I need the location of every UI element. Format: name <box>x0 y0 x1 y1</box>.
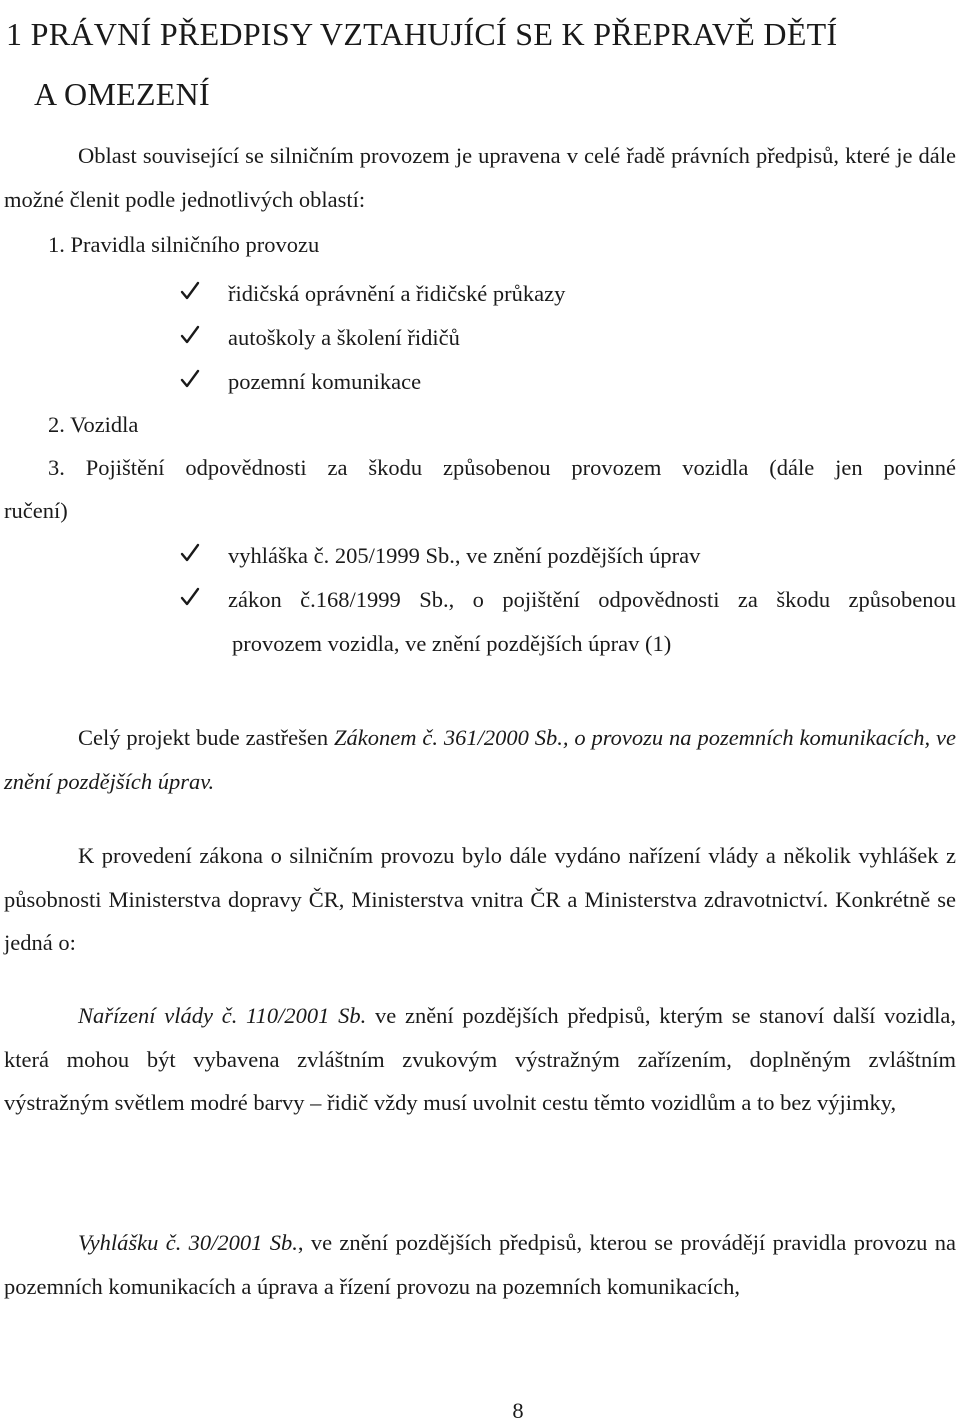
chapter-heading-line2: A OMEZENÍ <box>34 76 211 112</box>
subitem-driving-schools: autoškoly a školení řidičů <box>228 325 460 350</box>
checkmark-icon <box>180 281 200 301</box>
project-plain-text: Celý projekt bude zastřešen <box>78 725 334 750</box>
checkmark-icon <box>180 325 200 345</box>
list-item-3-continuation: ručení) <box>4 498 68 523</box>
subitem-act-168: zákon č.168/1999 Sb., o pojištění odpovědnosti za škodu způsobenou <box>228 587 956 612</box>
subitem-decree-205: vyhláška č. 205/1999 Sb., ve znění pozdějších úprav <box>228 543 701 568</box>
chapter-heading-line1: 1 PRÁVNÍ PŘEDPISY VZTAHUJÍCÍ SE K PŘEPRAVĚ DĚTÍ <box>6 16 838 52</box>
page-number: 8 <box>512 1398 524 1423</box>
checkmark-icon <box>180 543 200 563</box>
list-item-1: 1. Pravidla silničního provozu <box>48 232 320 257</box>
intro-paragraph: Oblast související se silničním provozem je upravena v celé řadě právních předpisů, které je dále možné členit podle jednotlivých oblastí: <box>4 143 956 212</box>
subitem-roads: pozemní komunikace <box>228 369 422 394</box>
project-law-reference: Zákonem č. 361/2000 Sb., o provozu na pozemních komunikacích, ve znění pozdějších úprav. <box>4 725 956 794</box>
decree-30-text: , ve znění pozdějších předpisů, kterou se provádějí pravidla provozu na pozemních komunikacích a úprava a řízení provozu na pozemních komunikacích, <box>4 1230 956 1299</box>
checkmark-icon <box>180 587 200 607</box>
regulation-110-text: ve znění pozdějších předpisů, kterým se stanoví další vozidla, která mohou být vybavena zvláštním zvukovým výstražným zařízením, doplněným zvláštním výstražným světlem modré barvy – řidič vždy musí uvolnit cestu těmto vozidlům a to bez výjimky, <box>4 1003 956 1115</box>
regulation-110-title: Nařízení vlády č. 110/2001 Sb. <box>78 1003 367 1028</box>
subitem-act-168-continuation: provozem vozidla, ve znění pozdějších úprav (1) <box>232 631 672 656</box>
decree-30-paragraph <box>4 1221 956 1308</box>
list-item-2: 2. Vozidla <box>48 412 139 437</box>
checkmark-icon <box>180 369 200 389</box>
implementation-paragraph: K provedení zákona o silničním provozu bylo dále vydáno nařízení vlády a několik vyhlášek z působnosti Ministerstva dopravy ČR, Ministerstva vnitra ČR a Ministerstva zdravotnictví. Konkrétně se jedná o: <box>4 843 956 955</box>
list-item-3: 3. Pojištění odpovědnosti za škodu způsobenou provozem vozidla (dále jen povinné <box>48 455 956 480</box>
subitem-licenses: řidičská oprávnění a řidičské průkazy <box>228 281 566 306</box>
project-paragraph <box>4 716 956 803</box>
chapter-heading <box>6 4 956 124</box>
decree-30-title: Vyhlášku č. 30/2001 Sb. <box>78 1230 298 1255</box>
regulation-110-paragraph <box>4 994 956 1125</box>
